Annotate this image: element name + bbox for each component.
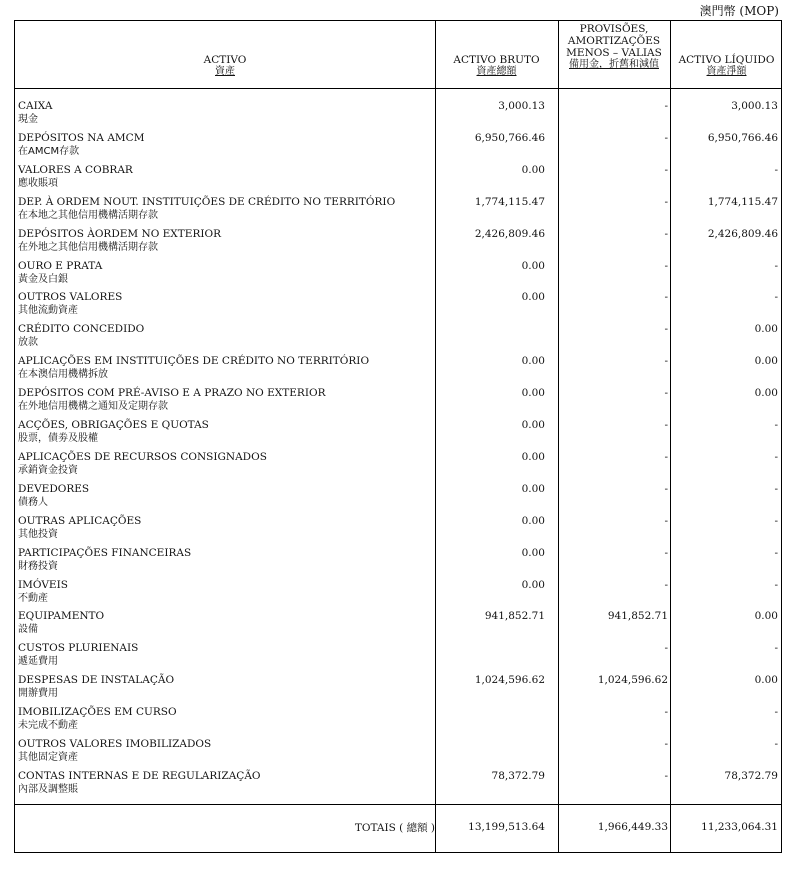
row-label-pt: OUTROS VALORES IMOBILIZADOS [18, 738, 212, 750]
cell-activo-liquido: 0.00 [754, 355, 778, 368]
cell-activo-bruto: 6,950,766.46 [474, 131, 545, 144]
cell-activo-bruto: 1,774,115.47 [474, 195, 545, 208]
table-row [15, 514, 781, 546]
header-liquido-zh: 資產淨額 [706, 66, 747, 77]
table-row [15, 195, 781, 227]
row-label-zh: 未完成不動產 [18, 720, 78, 732]
row-label [18, 578, 68, 606]
row-label [18, 641, 138, 669]
row-label-zh: 債務人 [18, 496, 48, 508]
cell-activo-bruto: 0.00 [521, 259, 545, 272]
cell-activo-bruto: 0.00 [521, 450, 545, 463]
cell-activo-liquido: - [774, 291, 778, 304]
cell-activo-liquido: 2,426,809.46 [707, 227, 778, 240]
table-row [15, 546, 781, 578]
cell-provisoes: - [664, 227, 668, 240]
row-label-pt: OUTRAS APLICAÇÕES [18, 514, 142, 527]
cell-activo-liquido: 6,950,766.46 [707, 131, 778, 144]
header-provisoes-zh: 備用金，折舊和減值 [569, 59, 659, 70]
cell-activo-liquido: - [774, 642, 778, 655]
row-label [18, 673, 174, 701]
row-label [18, 450, 267, 478]
cell-activo-liquido: - [774, 706, 778, 719]
table-row [15, 609, 781, 641]
cell-provisoes: - [664, 450, 668, 463]
cell-activo-liquido: 0.00 [754, 674, 778, 687]
cell-provisoes: - [664, 355, 668, 368]
row-label-zh: 承銷資金投資 [18, 464, 78, 476]
cell-provisoes: - [664, 323, 668, 336]
table-row [15, 450, 781, 482]
row-label-pt: DEPÓSITOS ÀORDEM NO EXTERIOR [18, 227, 222, 240]
header-activo [15, 54, 435, 78]
cell-activo-bruto: 3,000.13 [498, 100, 545, 112]
table-row [15, 322, 781, 354]
row-label [18, 705, 177, 733]
cell-activo-bruto: 0.00 [521, 355, 545, 368]
cell-activo-bruto: 1,024,596.62 [474, 674, 545, 687]
row-label [18, 769, 261, 797]
row-label-pt: CUSTOS PLURIENAIS [18, 642, 139, 655]
totals-label: TOTAIS ( 總額 ) [354, 822, 435, 834]
row-label [18, 737, 211, 765]
cell-activo-bruto: 0.00 [521, 546, 545, 559]
row-label-zh: 在本澳信用機構拆放 [18, 369, 108, 381]
cell-provisoes: - [664, 706, 668, 719]
header-bruto [435, 54, 558, 78]
row-label [18, 322, 144, 350]
row-label-pt: VALORES A COBRAR [18, 163, 133, 176]
cell-activo-liquido: 0.00 [754, 610, 778, 623]
totals-row [15, 820, 781, 852]
table-row [15, 769, 781, 801]
row-label [18, 386, 326, 414]
row-label-pt: DESPESAS DE INSTALAÇÃO [18, 674, 175, 687]
row-label-pt: IMÓVEIS [18, 578, 68, 591]
row-label-pt: OUTROS VALORES [18, 291, 123, 304]
row-label-zh: 其他投資 [18, 528, 58, 540]
row-label-pt: APLICAÇÕES DE RECURSOS CONSIGNADOS [18, 450, 267, 463]
table-row [15, 578, 781, 610]
cell-activo-liquido: 1,774,115.47 [707, 195, 778, 208]
row-label-zh: 其他固定資產 [18, 752, 78, 763]
table-row [15, 163, 781, 195]
cell-activo-bruto: 2,426,809.46 [474, 227, 545, 240]
row-label-pt: CONTAS INTERNAS E DE REGULARIZAÇÃO [18, 769, 261, 782]
row-label-pt: DEP. À ORDEM NOUT. INSTITUIÇÕES DE CRÉDITO NO TERRITÓRIO [18, 195, 396, 208]
table-row [15, 673, 781, 705]
cell-provisoes: - [664, 291, 668, 304]
row-label-zh: 股票，債劵及股權 [18, 433, 98, 444]
row-label [18, 163, 133, 191]
cell-provisoes: - [664, 195, 668, 208]
table-row [15, 354, 781, 386]
cell-provisoes: - [664, 769, 668, 782]
row-label [18, 354, 369, 382]
table-row [15, 386, 781, 418]
row-label [18, 195, 395, 223]
cell-provisoes: 1,024,596.62 [597, 674, 668, 687]
row-label-pt: OURO E PRATA [18, 259, 103, 272]
cell-activo-liquido: 0.00 [754, 323, 778, 336]
row-label [18, 290, 122, 318]
header-provisoes [558, 23, 670, 71]
row-label-pt: CAIXA [18, 100, 53, 112]
row-label-zh: 應收賬項 [18, 177, 58, 189]
cell-activo-bruto: 0.00 [521, 514, 545, 527]
row-label-zh: 在AMCM存款 [18, 145, 80, 157]
row-label-zh: 財務投資 [18, 560, 58, 572]
cell-provisoes: - [664, 546, 668, 559]
table-row [15, 227, 781, 259]
header-divider [15, 88, 781, 89]
table-row [15, 99, 781, 131]
cell-activo-liquido: - [774, 419, 778, 431]
cell-provisoes: 941,852.71 [607, 610, 668, 623]
row-label-pt: DEPÓSITOS NA AMCM [18, 131, 145, 144]
table-row [15, 131, 781, 163]
cell-activo-liquido: 3,000.13 [731, 100, 778, 112]
row-label-zh: 不動產 [18, 592, 48, 604]
row-label-zh: 在本地之其他信用機構活期存款 [18, 209, 158, 221]
cell-activo-liquido: - [774, 578, 778, 591]
header-activo-zh: 資產 [215, 66, 235, 77]
row-label-zh: 內部及調整賬 [18, 783, 78, 795]
row-label [18, 131, 144, 159]
totals-divider [15, 804, 781, 805]
cell-provisoes: - [664, 387, 668, 400]
cell-activo-liquido: 0.00 [754, 387, 778, 400]
cell-provisoes: - [664, 514, 668, 527]
header-provisoes-pt: PROVISÕES, AMORTIZAÇÕES MENOS – VALIAS [566, 23, 662, 59]
row-label-zh: 放款 [18, 337, 38, 349]
header-liquido [670, 54, 783, 78]
table-row [15, 641, 781, 673]
table-row [15, 737, 781, 769]
totals-liquido: 11,233,064.31 [701, 821, 778, 833]
row-label-zh: 設備 [18, 624, 38, 636]
cell-provisoes: - [664, 419, 668, 431]
row-label-zh: 在外地信用機構之通知及定期存款 [18, 401, 168, 413]
row-label-pt: IMOBILIZAÇÕES EM CURSO [18, 706, 177, 719]
row-label-pt: APLICAÇÕES EM INSTITUIÇÕES DE CRÉDITO NO TERRITÓRIO [18, 355, 370, 368]
cell-activo-bruto: 0.00 [521, 419, 545, 431]
cell-activo-liquido: - [774, 546, 778, 559]
cell-provisoes: - [664, 738, 668, 750]
row-label-zh: 在外地之其他信用機構活期存款 [18, 241, 158, 253]
row-label-zh: 其他流動資產 [18, 305, 78, 317]
totals-bruto: 13,199,513.64 [468, 821, 545, 833]
cell-provisoes: - [664, 259, 668, 272]
row-label-zh: 遞延費用 [18, 656, 58, 668]
row-label [18, 514, 141, 542]
cell-activo-liquido: - [774, 514, 778, 527]
row-label [18, 418, 209, 446]
cell-activo-bruto: 0.00 [521, 387, 545, 400]
table-row [15, 705, 781, 737]
cell-activo-bruto: 0.00 [521, 291, 545, 304]
cell-provisoes: - [664, 482, 668, 495]
row-label-pt: PARTICIPAÇÕES FINANCEIRAS [18, 546, 192, 559]
row-label-pt: ACÇÕES, OBRIGAÇÕES E QUOTAS [18, 419, 209, 431]
row-label [18, 546, 191, 574]
cell-provisoes: - [664, 131, 668, 144]
cell-activo-liquido: - [774, 450, 778, 463]
row-label [18, 259, 102, 287]
cell-activo-liquido: - [774, 259, 778, 272]
cell-activo-liquido: - [774, 163, 778, 176]
currency-label: 澳門幣 (MOP) [699, 4, 779, 18]
cell-activo-liquido: - [774, 738, 778, 750]
row-label [18, 99, 52, 127]
row-label-zh: 開辦費用 [18, 688, 58, 700]
row-label [18, 609, 104, 637]
cell-provisoes: - [664, 642, 668, 655]
cell-activo-bruto: 0.00 [521, 578, 545, 591]
table-row [15, 290, 781, 322]
cell-activo-bruto: 0.00 [521, 163, 545, 176]
cell-activo-liquido: - [774, 482, 778, 495]
balance-sheet-table [14, 20, 782, 853]
header-activo-pt: ACTIVO [203, 54, 247, 66]
header-liquido-pt: ACTIVO LÍQUIDO [678, 54, 775, 66]
table-row [15, 418, 781, 450]
cell-provisoes: - [664, 100, 668, 112]
row-label [18, 227, 221, 255]
row-label-zh: 現金 [18, 114, 38, 125]
cell-provisoes: - [664, 163, 668, 176]
row-label-pt: DEPÓSITOS COM PRÉ-AVISO E A PRAZO NO EXTERIOR [18, 387, 326, 400]
row-label-pt: DEVEDORES [18, 482, 90, 495]
cell-activo-liquido: 78,372.79 [724, 769, 778, 782]
cell-activo-bruto: 941,852.71 [484, 610, 545, 623]
cell-provisoes: - [664, 578, 668, 591]
row-label-pt: EQUIPAMENTO [18, 610, 105, 623]
header-bruto-zh: 資產總額 [476, 66, 517, 77]
table-row [15, 482, 781, 514]
row-label-pt: CRÉDITO CONCEDIDO [18, 323, 145, 336]
cell-activo-bruto: 0.00 [521, 482, 545, 495]
cell-activo-bruto: 78,372.79 [491, 769, 545, 782]
table-row [15, 259, 781, 291]
header-bruto-pt: ACTIVO BRUTO [453, 54, 540, 66]
totals-provisoes: 1,966,449.33 [597, 821, 668, 833]
row-label-zh: 黃金及白銀 [18, 273, 68, 285]
row-label [18, 482, 89, 510]
